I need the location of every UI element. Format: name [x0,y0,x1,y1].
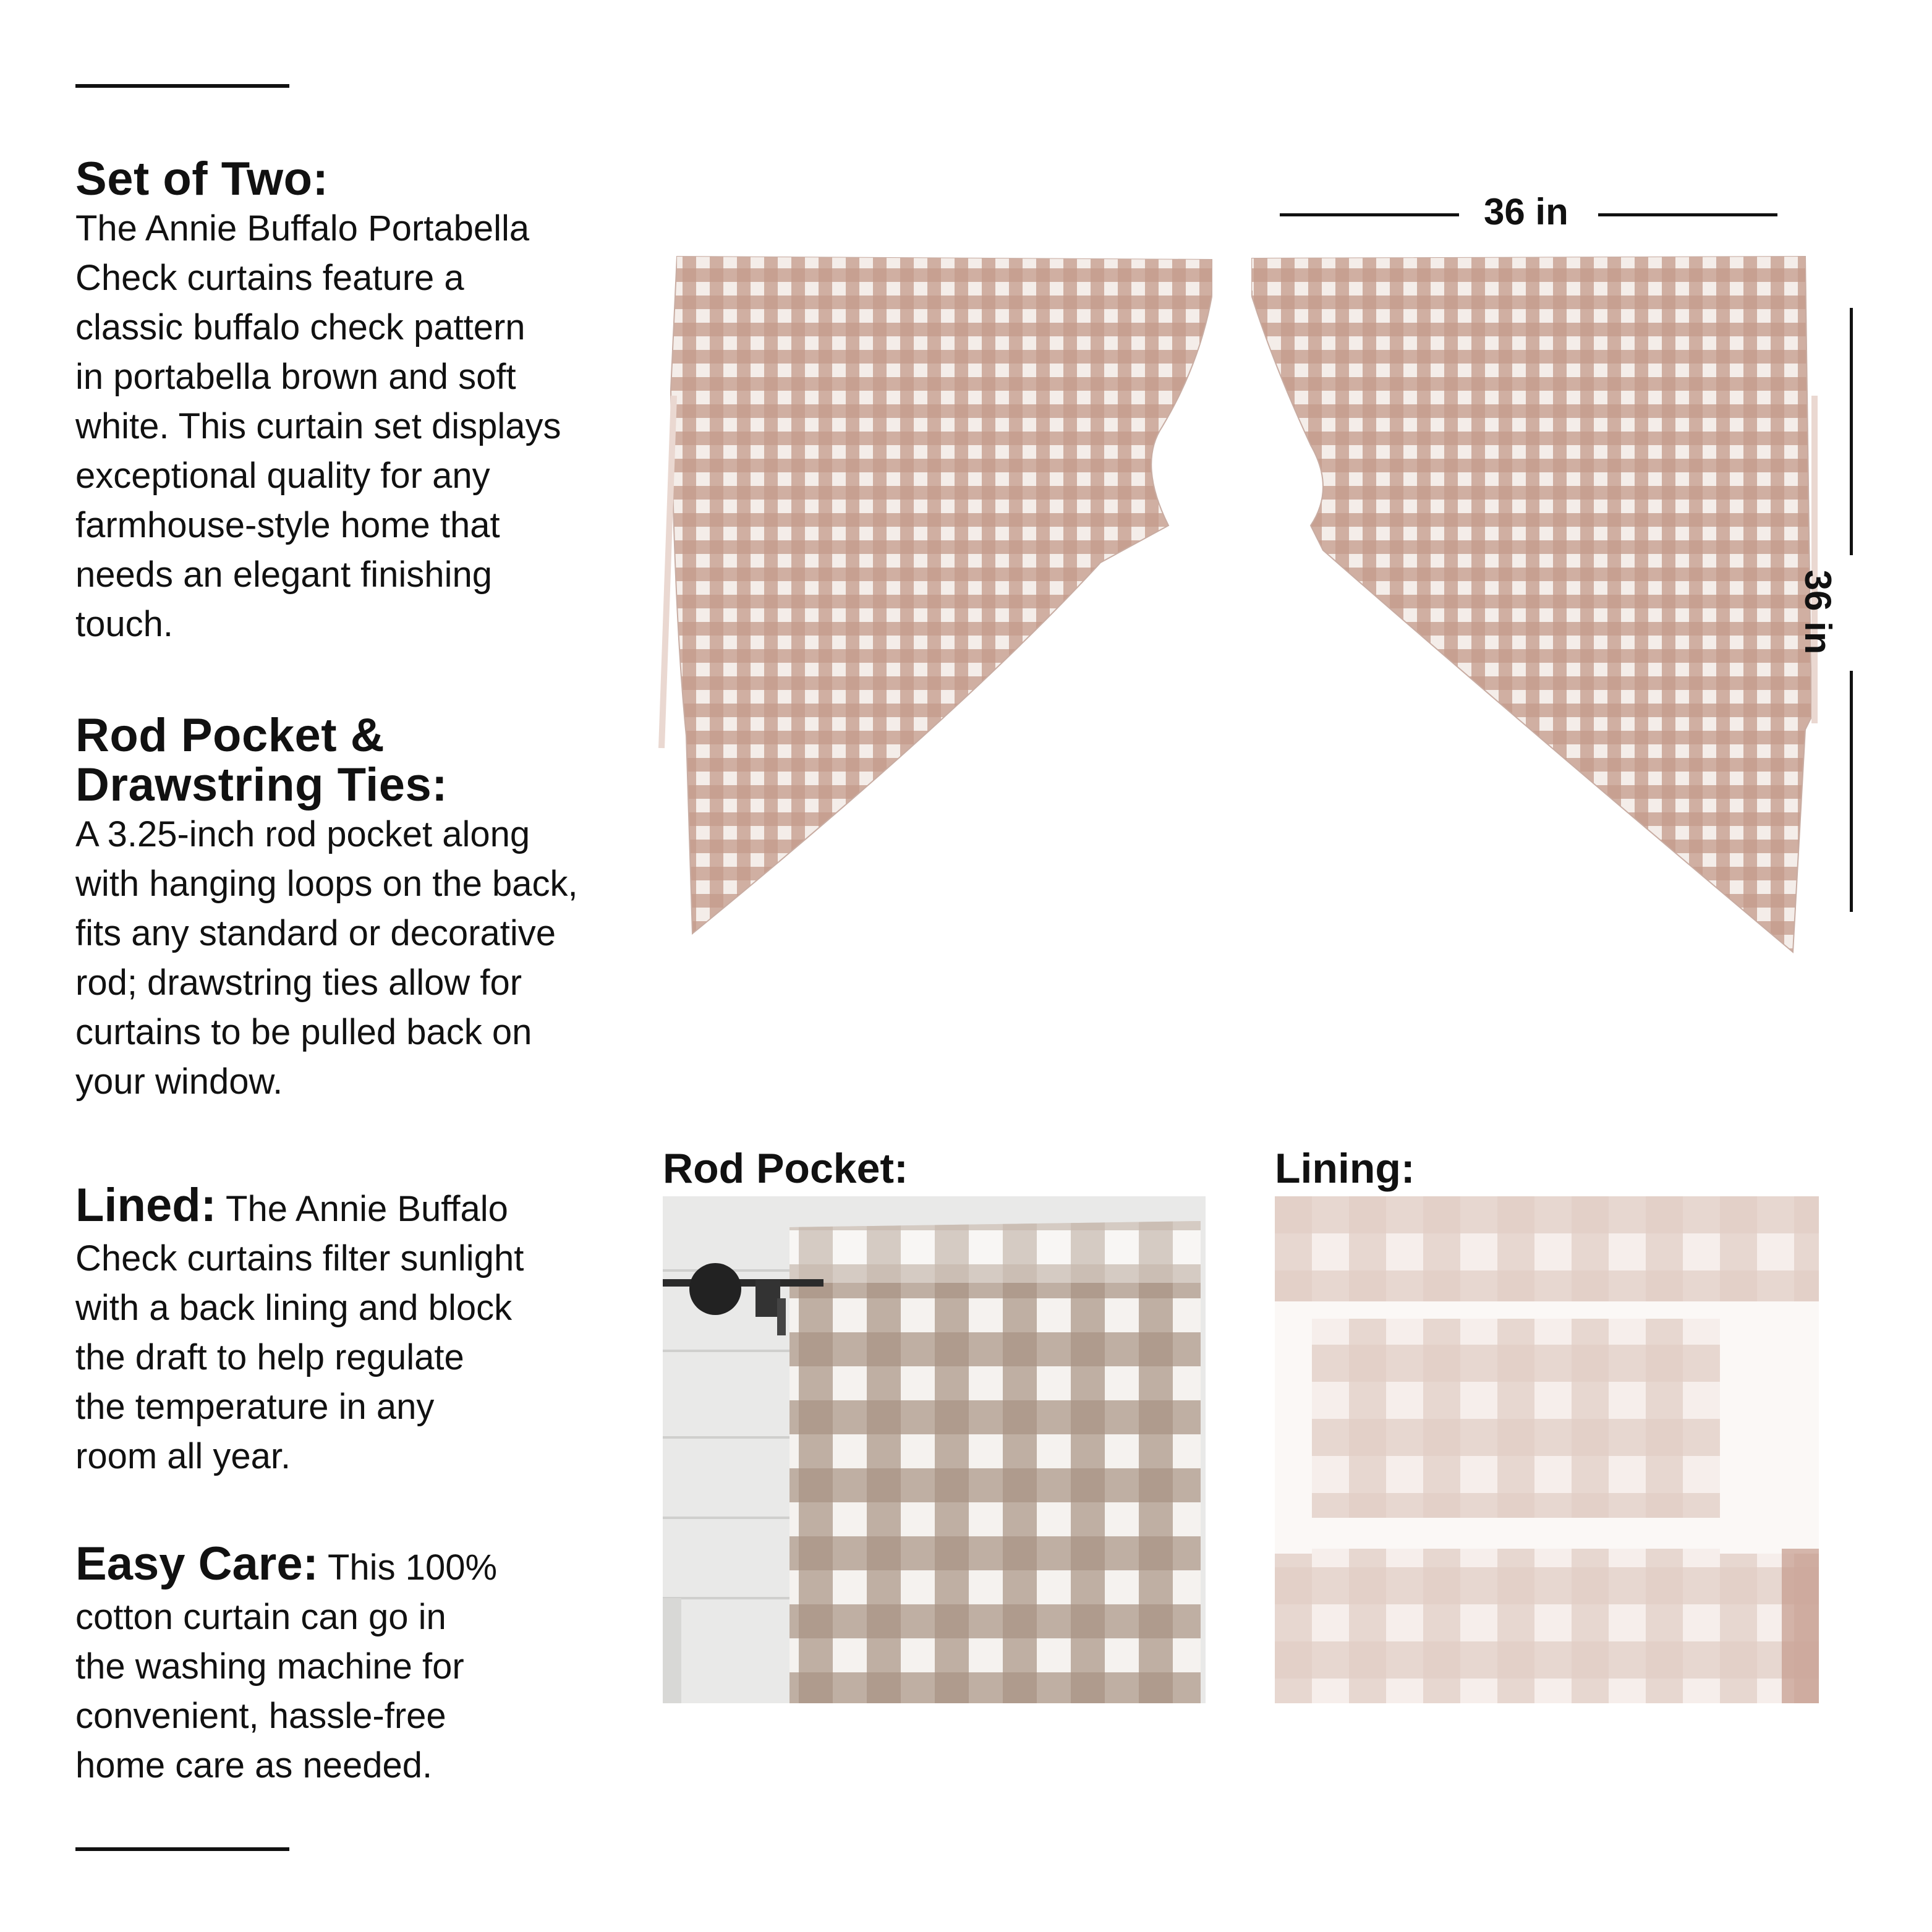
section-lined [75,1181,644,1481]
easy-care-line: convenient, hassle-free [75,1696,446,1736]
set-of-two-heading: Set of Two: [75,153,329,205]
width-dimension-label: 36 in [1484,191,1568,232]
set-of-two-line: in portabella brown and soft [75,357,516,397]
rod-pocket-caption: Rod Pocket: [663,1145,908,1192]
set-of-two-line: white. This curtain set displays [75,406,561,446]
lined-line: Check curtains filter sunlight [75,1238,524,1279]
lined-line: the draft to help regulate [75,1337,464,1377]
section-rod-pocket [75,711,644,1107]
bottom-divider [75,1847,289,1851]
set-of-two-line: farmhouse-style home that [75,505,500,545]
rod-pocket-line: A 3.25-inch rod pocket along [75,814,530,854]
rod-pocket-line: fits any standard or decorative [75,913,556,953]
easy-care-line: the washing machine for [75,1646,464,1687]
set-of-two-line: touch. [75,604,173,644]
height-dimension-line-top [1850,308,1853,555]
section-easy-care [75,1539,644,1790]
set-of-two-line: needs an elegant finishing [75,555,492,595]
easy-care-line: home care as needed. [75,1745,433,1785]
lined-line: with a back lining and block [75,1288,513,1328]
lined-heading: Lined: [75,1179,216,1232]
lined-first-line [75,1181,644,1234]
rod-pocket-heading-line: Drawstring Ties: [75,759,448,811]
curtain-set-image [655,241,1892,971]
rod-pocket-heading-line: Rod Pocket & [75,709,385,762]
lining-detail-image [1275,1196,1819,1703]
easy-care-heading: Easy Care: [75,1538,318,1590]
width-dimension-line-right [1598,213,1777,216]
lined-line: room all year. [75,1436,291,1476]
lining-caption: Lining: [1275,1145,1415,1192]
width-dimension-line-left [1280,213,1459,216]
set-of-two-line: The Annie Buffalo Portabella [75,208,530,249]
easy-care-line: This 100% [328,1547,498,1588]
section-set-of-two [75,155,644,649]
rod-pocket-line: curtains to be pulled back on [75,1012,532,1052]
height-dimension-line-bottom [1850,671,1853,912]
lined-line: The Annie Buffalo [226,1189,508,1229]
rod-pocket-detail-image [663,1196,1206,1703]
rod-pocket-line: rod; drawstring ties allow for [75,963,522,1003]
rod-pocket-line: your window. [75,1062,283,1102]
set-of-two-line: Check curtains feature a [75,258,464,298]
set-of-two-line: exceptional quality for any [75,456,490,496]
easy-care-first-line [75,1539,644,1593]
rod-pocket-line: with hanging loops on the back, [75,864,578,904]
easy-care-line: cotton curtain can go in [75,1597,446,1637]
height-dimension-label: 36 in [1797,569,1839,655]
lined-line: the temperature in any [75,1387,435,1427]
top-divider [75,84,289,88]
set-of-two-line: classic buffalo check pattern [75,307,526,347]
